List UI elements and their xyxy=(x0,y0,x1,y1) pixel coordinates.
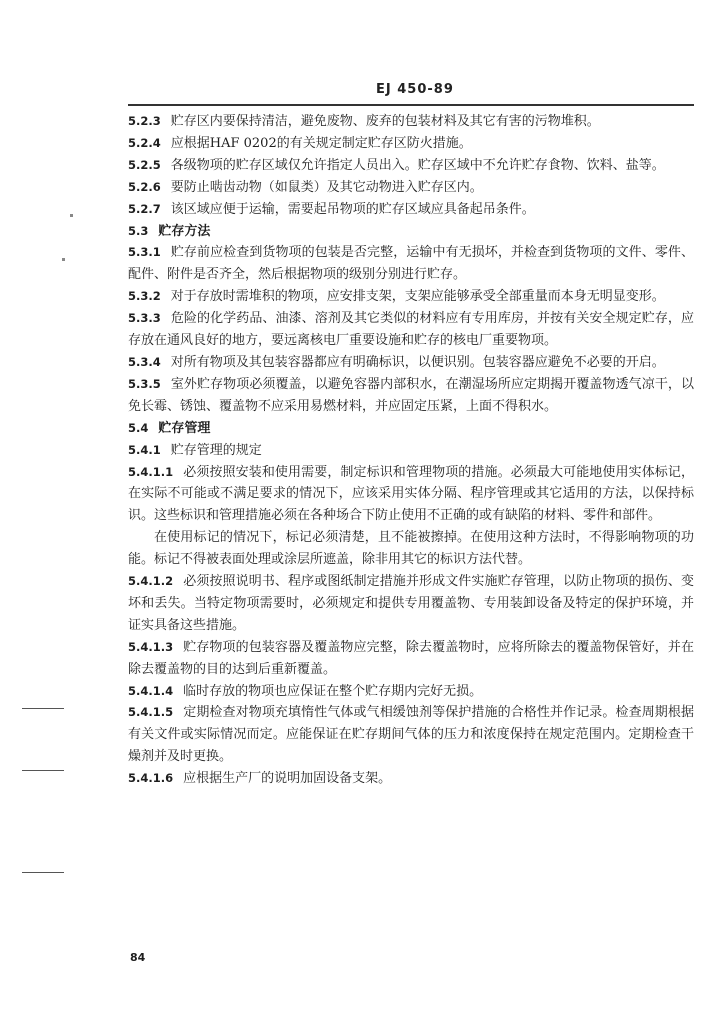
clause: 5.4.1.4 临时存放的物项也应保证在整个贮存期内完好无损。 xyxy=(128,683,483,699)
scan-mark xyxy=(22,708,64,709)
clause: 5.3.1 贮存前应检查到货物项的包装是否完整，运输中有无损坏，并检查到货物项的文件、零件、配件、附件是否齐全，然后根据物项的级别分别进行贮存。 xyxy=(128,245,694,283)
clause: 5.4.1.5 定期检查对物项充填惰性气体或气相缓蚀剂等保护措施的合格性并作记录。检查周期根据有关文件或实际情况而定。应能保证在贮存期间气体的压力和浓度保持在规定范围内。定期检查干燥剂并及时更换。 xyxy=(128,705,694,765)
clause: 5.2.3 贮存区内要保持清洁，避免废物、废弃的包装材料及其它有害的污物堆积。 xyxy=(128,114,600,129)
clause: 5.2.6 要防止啮齿动物（如鼠类）及其它动物进入贮存区内。 xyxy=(128,179,483,195)
clause: 5.4.1.1 必须按照安装和使用需要，制定标识和管理物项的措施。必须最大可能地使用实体标记，在实际不可能或不满足要求的情况下，应该采用实体分隔、程序管理或其它适用的方法，以保持标识。这些标识和管理措施必须在各种场合下防止使用不正确的或有缺陷的材料、零件和部件。 xyxy=(128,464,694,524)
clause: 5.4.1.6 应根据生产厂的说明加固设备支架。 xyxy=(128,771,392,787)
clause: 5.2.5 各级物项的贮存区域仅允许指定人员出入。贮存区域中不允许贮存食物、饮料、盐等。 xyxy=(128,157,665,173)
clause: 5.2.7 该区域应便于运输，需要起吊物项的贮存区域应具备起吊条件。 xyxy=(128,201,535,217)
clause: 5.4.1.2 必须按照说明书、程序或图纸制定措施并形成文件实施贮存管理，以防止物项的损伤、变坏和丢失。当特定物项需要时，必须规定和提供专用覆盖物、专用装卸设备及特定的保护环境，并证实具备这些措施。 xyxy=(128,574,694,633)
clause: 5.4.1.3 贮存物项的包装容器及覆盖物应完整，除去覆盖物时，应将所除去的覆盖物保管好，并在除去覆盖物的目的达到后重新覆盖。 xyxy=(128,639,694,677)
paragraph: 在使用标记的情况下，标记必须清楚，且不能被擦掉。在使用这种方法时，不得影响物项的功能。标记不得被表面处理或涂层所遮盖，除非用其它的标识方法代替。 xyxy=(128,530,694,568)
clause: 5.4.1 贮存管理的规定 xyxy=(128,442,262,458)
scan-dot xyxy=(70,214,73,217)
document-code: EJ 450-89 xyxy=(376,82,454,97)
scan-mark xyxy=(22,872,64,873)
header-rule xyxy=(128,104,694,106)
clause: 5.3.4 对所有物项及其包装容器都应有明确标识，以便识别。包装容器应避免不必要的开启。 xyxy=(128,354,665,370)
scan-mark xyxy=(22,770,64,771)
section-heading: 5.3 贮存方法 xyxy=(128,223,211,239)
clause: 5.2.4 应根据HAF 0202的有关规定制定贮存区防火措施。 xyxy=(128,135,472,151)
clause: 5.3.5 室外贮存物项必须覆盖，以避免容器内部积水，在潮湿场所应定期揭开覆盖物透气凉干，以免长霉、锈蚀、覆盖物不应采用易燃材料，并应固定压紧，上面不得积水。 xyxy=(128,376,694,414)
clause: 5.3.2 对于存放时需堆积的物项，应安排支架，支架应能够承受全部重量而本身无明显变形。 xyxy=(128,289,665,305)
scan-dot xyxy=(62,258,65,261)
section-heading: 5.4 贮存管理 xyxy=(128,420,211,436)
page-number: 84 xyxy=(130,951,146,964)
clause: 5.3.3 危险的化学药品、油漆、溶剂及其它类似的材料应有专用库房，并按有关安全规定贮存，应存放在通风良好的地方，要远离核电厂重要设施和贮存的核电厂重要物项。 xyxy=(128,311,694,349)
document-body xyxy=(128,111,694,790)
